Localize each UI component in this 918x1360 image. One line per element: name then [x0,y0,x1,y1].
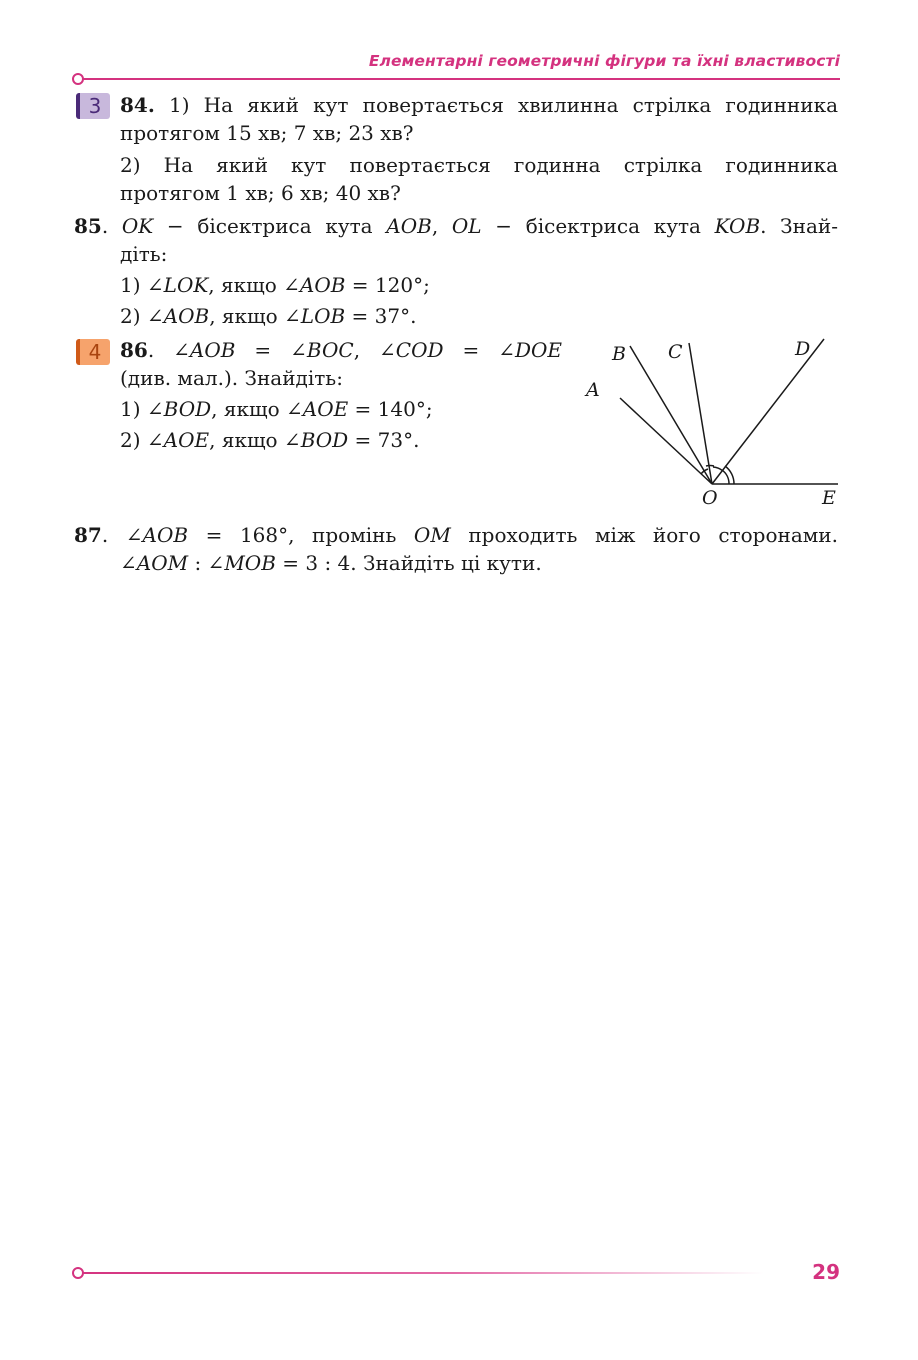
text-run: = 37°. [345,304,417,328]
problem-86-item-1 [120,395,562,423]
problem-87-line-1: 87. ∠AOB = 168°, промінь OM проходить між його сторонами. [74,523,838,547]
text-run: = 73°. [348,428,420,452]
math-var: LOK [163,273,209,297]
text-run: − бісектриса кута [153,214,387,238]
math-var: OL [451,214,482,238]
problem-86-line-2: (див. мал.). Знайдіть: [120,366,343,390]
rule-dot-icon [72,73,84,85]
label-B: B [612,343,626,365]
text-run: . Знай- [760,214,838,238]
text-run: 1) ∠ [120,273,164,297]
problem-84-part2-line-2: протягом 1 хв; 6 хв; 40 хв? [120,181,401,205]
difficulty-level-badge-3: 3 [76,93,110,119]
problem-number: 86 [120,338,148,362]
math-var: AOE [302,397,349,421]
problem-number: 84. [120,93,155,117]
math-var: AOB [142,523,189,547]
math-var: OK [121,214,154,238]
label-C: C [668,341,683,363]
math-var: LOB [300,304,346,328]
ray-OC [689,343,712,484]
ray-OD [712,339,824,484]
math-var: MOB [224,551,276,575]
problem-84-part1-text: 1) На який кут повертається хвилинна стрілка годинника [168,93,838,117]
text-run: , якщо ∠ [211,397,303,421]
math-var: BOD [300,428,349,452]
running-header: Елементарні геометричні фігури та їхні властивості [368,52,840,70]
text-run: ∠ [120,551,137,575]
math-var: AOB [299,273,346,297]
ray-OA [620,398,712,484]
problem-84-part2-line-1: 2) На який кут повертається годинна стрілка годинника [120,153,838,177]
text-run: , якщо ∠ [209,428,301,452]
text-run: , [431,214,452,238]
math-var: KOB [714,214,761,238]
angle-arc-COD [713,467,723,471]
math-var: AOB [163,304,210,328]
difficulty-level-badge-4: 4 [76,339,110,365]
angle-arc-AOB [701,469,708,474]
label-A: A [586,379,600,401]
text-run: = 120°; [345,273,430,297]
header-rule [74,78,840,80]
problem-86-line-1: 86. ∠AOB = ∠BOC, ∠COD = ∠DOE [120,338,562,362]
problem-84 [120,91,838,147]
problem-84-part2 [120,151,838,207]
problem-number: 85 [74,214,102,238]
angles-figure [580,334,844,514]
math-var: BOC [306,338,354,362]
problem-86-item-2 [120,426,562,454]
math-var: AOB [386,214,432,238]
text-run: 2) ∠ [120,304,164,328]
label-D: D [795,338,811,360]
problem-85-item-1 [120,271,838,299]
rule-dot-icon [72,1267,84,1279]
math-var: AOM [136,551,189,575]
text-run: : ∠ [188,551,225,575]
angle-arc-COD-inner [722,470,729,484]
text-run: = 3 : 4. Знайдіть ці кути. [275,551,542,575]
math-var: DOE [514,338,562,362]
problem-87 [74,521,838,577]
text-run: , якщо ∠ [209,304,301,328]
math-var: COD [395,338,444,362]
math-var: BOD [163,397,212,421]
page-number: 29 [812,1260,840,1284]
text-run: − бісектриса кута [481,214,715,238]
problem-85-line-2: діть: [120,242,168,266]
problem-85-line-1: 85. OK − бісектриса кута AOB, OL − бісектриса кута KOB. Знай- [74,214,838,238]
problem-85 [74,212,838,268]
text-run: , якщо ∠ [208,273,300,297]
footer-rule [74,1272,764,1274]
problem-85-items [120,271,838,330]
math-var: OM [413,523,451,547]
ray-OB [630,346,712,484]
problem-84-line-1 [120,91,838,119]
label-O: O [702,487,718,509]
problem-86 [120,336,562,454]
math-var: AOE [163,428,210,452]
text-run: = 168°, промінь [188,523,414,547]
text-run: 2) ∠ [120,428,164,452]
problem-84-line-2: протягом 15 хв; 7 хв; 23 хв? [120,121,414,145]
problem-87-line-2 [74,549,838,577]
problem-85-item-2 [120,302,838,330]
problem-number: 87 [74,523,102,547]
text-run: 1) ∠ [120,397,164,421]
text-run: проходить між його сторонами. [450,523,838,547]
math-var: AOB [189,338,236,362]
label-E: E [822,487,836,509]
text-run: = 140°; [348,397,433,421]
text-run: ∠ [125,523,143,547]
